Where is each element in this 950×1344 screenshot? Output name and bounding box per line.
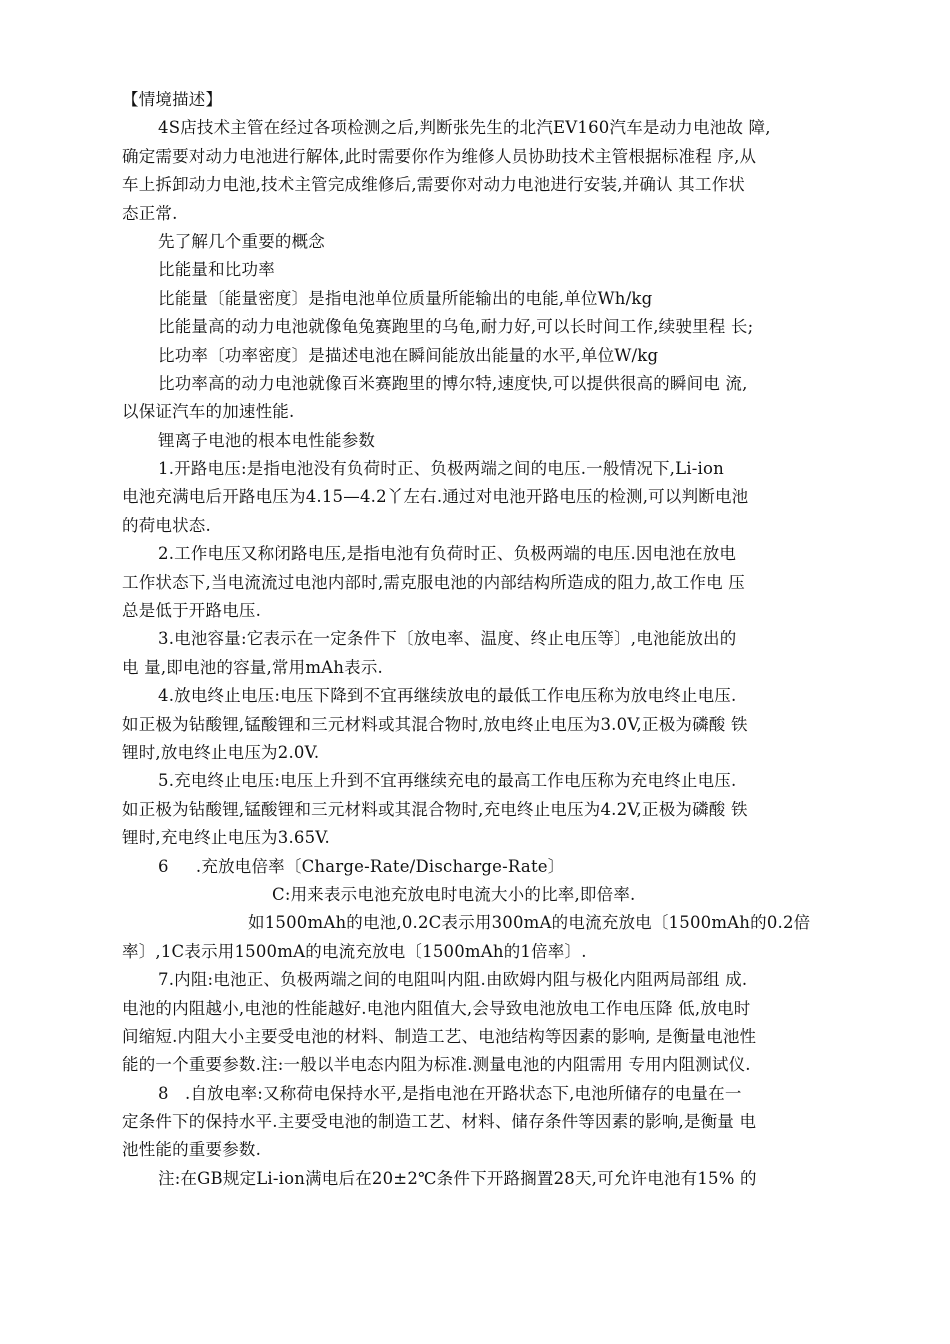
text-line: 率〕,1C表示用1500mA的电流充放电〔1500mAh的1倍率〕. bbox=[122, 941, 587, 961]
text-line: 电池充满电后开路电压为4.15—4.2丫左右.通过对电池开路电压的检测,可以判断电池 bbox=[122, 487, 749, 507]
text-line: 锂时,放电终止电压为2.0V. bbox=[122, 742, 320, 762]
text-line: 3.电池容量:它表示在一定条件下〔放电率、温度、终止电压等〕,电池能放出的 bbox=[158, 629, 737, 649]
document-body bbox=[122, 86, 862, 1193]
text-line: 6 .充放电倍率〔Charge-Rate/Discharge-Rate〕 bbox=[158, 856, 565, 876]
text-line: 4S店技术主管在经过各项检测之后,判断张先生的北汽EV160汽车是动力电池故 障, bbox=[158, 118, 771, 138]
text-line: 间缩短.内阻大小主要受电池的材料、制造工艺、电池结构等因素的影响, 是衡量电池性 bbox=[122, 1026, 757, 1046]
text-line: 如正极为钻酸锂,锰酸锂和三元材料或其混合物时,充电终止电压为4.2V,正极为磷酸 铁 bbox=[122, 799, 748, 819]
section-heading: 【情境描述】 bbox=[122, 90, 223, 109]
text-line: 锂时,充电终止电压为3.65V. bbox=[122, 828, 330, 848]
text-line: 如正极为钻酸锂,锰酸锂和三元材料或其混合物时,放电终止电压为3.0V,正极为磷酸 铁 bbox=[122, 714, 748, 734]
text-line: 确定需要对动力电池进行解体,此时需要你作为维修人员协助技术主管根据标准程 序,从 bbox=[122, 146, 757, 166]
text-line: 的荷电状态. bbox=[122, 515, 211, 535]
text-line: 5.充电终止电压:电压上升到不宜再继续充电的最高工作电压称为充电终止电压. bbox=[158, 771, 737, 791]
text-line: 1.开路电压:是指电池没有负荷时正、负极两端之间的电压.一般情况下,Li-ion bbox=[158, 459, 724, 479]
text-line: 比功率高的动力电池就像百米赛跑里的博尔特,速度快,可以提供很高的瞬间电 流, bbox=[158, 373, 748, 393]
text-line: 注:在GB规定Li-ion满电后在20±2℃条件下开路搁置28天,可允许电池有15% 的 bbox=[158, 1168, 757, 1188]
text-line: 2.工作电压又称闭路电压,是指电池有负荷时正、负极两端的电压.因电池在放电 bbox=[158, 544, 737, 564]
text-line: 先了解几个重要的概念 bbox=[158, 231, 325, 251]
text-line: 电 量,即电池的容量,常用mAh表示. bbox=[122, 657, 383, 677]
text-line: 7.内阻:电池正、负极两端之间的电阻叫内阻.由欧姆内阻与极化内阻两局部组 成. bbox=[158, 970, 748, 990]
text-line: 比能量高的动力电池就像龟兔赛跑里的乌龟,耐力好,可以长时间工作,续驶里程 长; bbox=[158, 317, 754, 337]
text-line: 池性能的重要参数. bbox=[122, 1140, 262, 1160]
text-line: 电池的内阻越小,电池的性能越好.电池内阻值大,会导致电池放电工作电压降 低,放电时 bbox=[122, 998, 751, 1018]
text-line: 8 .自放电率:又称荷电保持水平,是指电池在开路状态下,电池所储存的电量在一 bbox=[158, 1083, 742, 1103]
text-line: 锂离子电池的根本电性能参数 bbox=[158, 430, 376, 450]
text-line: 比功率〔功率密度〕是描述电池在瞬间能放出能量的水平,单位W/kg bbox=[158, 345, 659, 365]
text-line: 定条件下的保持水平.主要受电池的制造工艺、材料、储存条件等因素的影响,是衡量 电 bbox=[122, 1112, 757, 1132]
text-line: 4.放电终止电压:电压下降到不宜再继续放电的最低工作电压称为放电终止电压. bbox=[158, 686, 737, 706]
text-line: 态正常. bbox=[122, 203, 178, 223]
text-line: 能的一个重要参数.注:一般以半电态内阻为标准.测量电池的内阻需用 专用内阻测试仪. bbox=[122, 1055, 751, 1075]
text-line: 如1500mAh的电池,0.2C表示用300mA的电流充放电〔1500mAh的0.2倍 bbox=[248, 913, 811, 933]
text-line: 比能量和比功率 bbox=[158, 260, 275, 280]
text-line: 总是低于开路电压. bbox=[122, 601, 262, 621]
text-line: 工作状态下,当电流流过电池内部时,需克服电池的内部结构所造成的阻力,故工作电 压 bbox=[122, 572, 745, 592]
text-line: 车上拆卸动力电池,技术主管完成维修后,需要你对动力电池进行安装,并确认 其工作状 bbox=[122, 175, 745, 195]
text-line: 比能量〔能量密度〕是指电池单位质量所能输出的电能,单位Wh/kg bbox=[158, 288, 653, 308]
text-line: C:用来表示电池充放电时电流大小的比率,即倍率. bbox=[272, 884, 636, 904]
text-line: 以保证汽车的加速性能. bbox=[122, 402, 295, 422]
